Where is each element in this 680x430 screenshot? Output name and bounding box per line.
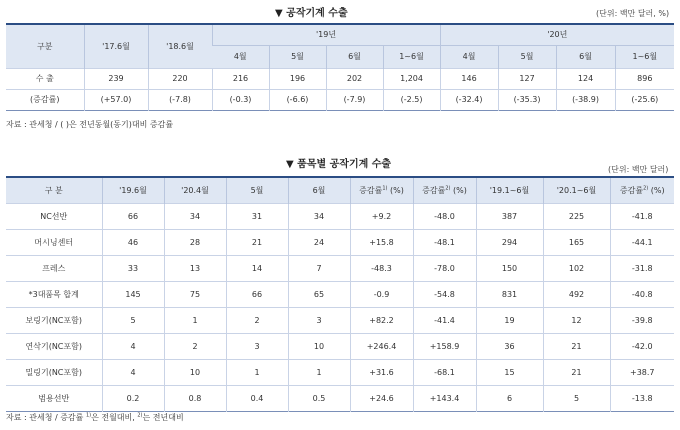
table-cell: -31.8 xyxy=(610,255,674,281)
table-cell: -44.1 xyxy=(610,229,674,255)
header-sub: 5월 xyxy=(269,45,326,68)
header-17-jun: '17.6월 xyxy=(84,24,148,68)
header-sub: 1~6월 xyxy=(383,45,440,68)
table-row xyxy=(6,359,674,385)
table-row xyxy=(6,281,674,307)
table-cell: (-32.4) xyxy=(440,89,498,110)
header-20-jan-jun: '20.1~6월 xyxy=(543,177,610,203)
table-cell: (-6.6) xyxy=(269,89,326,110)
table-cell: 196 xyxy=(269,68,326,89)
table-cell: 124 xyxy=(556,68,615,89)
table-cell: 4 xyxy=(102,333,164,359)
table-cell: 31 xyxy=(226,203,288,229)
table-cell: 3 xyxy=(288,307,350,333)
table-cell: +246.4 xyxy=(350,333,413,359)
table1-source: 자료 : 관세청 / ( )은 전년동월(동기)대비 증감률 xyxy=(6,120,174,129)
table-cell: -13.8 xyxy=(610,385,674,411)
row-label: 프레스 xyxy=(6,255,102,281)
table2-title: ▼ 품목별 공작기계 수출 xyxy=(286,159,392,170)
table-cell: 0.8 xyxy=(164,385,226,411)
table-cell: 66 xyxy=(102,203,164,229)
table-cell: 10 xyxy=(164,359,226,385)
table-cell: 65 xyxy=(288,281,350,307)
table-cell: 24 xyxy=(288,229,350,255)
header-19-jun: '19.6월 xyxy=(102,177,164,203)
header-2020: '20년 xyxy=(440,24,674,45)
header-sub: 5월 xyxy=(498,45,556,68)
table-cell: (-7.9) xyxy=(326,89,383,110)
table-cell: 0.2 xyxy=(102,385,164,411)
table-cell: 36 xyxy=(476,333,543,359)
table2-unit: (단위: 백만 달러) xyxy=(608,165,669,174)
table-cell: 15 xyxy=(476,359,543,385)
table-cell: 202 xyxy=(326,68,383,89)
table-cell: 294 xyxy=(476,229,543,255)
row-label: *3대품목 합계 xyxy=(6,281,102,307)
table-cell: 216 xyxy=(212,68,269,89)
table-cell: -78.0 xyxy=(413,255,476,281)
row-label: 보링기(NC포함) xyxy=(6,307,102,333)
table-cell: -0.9 xyxy=(350,281,413,307)
table-cell: 1 xyxy=(164,307,226,333)
table-cell: 225 xyxy=(543,203,610,229)
row-label: NC선반 xyxy=(6,203,102,229)
header-category: 구분 xyxy=(6,24,84,68)
table-cell: +158.9 xyxy=(413,333,476,359)
table1-unit: (단위: 백만 달러, %) xyxy=(596,9,670,18)
table-cell: 66 xyxy=(226,281,288,307)
table-cell: 0.5 xyxy=(288,385,350,411)
table-cell: 14 xyxy=(226,255,288,281)
table-cell: 6 xyxy=(476,385,543,411)
header-category: 구 분 xyxy=(6,177,102,203)
table-cell: -41.4 xyxy=(413,307,476,333)
table-cell: 19 xyxy=(476,307,543,333)
row-label: 범용선반 xyxy=(6,385,102,411)
table-cell: 28 xyxy=(164,229,226,255)
table-cell: +24.6 xyxy=(350,385,413,411)
table-cell: (-0.3) xyxy=(212,89,269,110)
header-20-apr: '20.4월 xyxy=(164,177,226,203)
table-cell: 0.4 xyxy=(226,385,288,411)
table-cell: 33 xyxy=(102,255,164,281)
table-cell: 831 xyxy=(476,281,543,307)
table-cell: +82.2 xyxy=(350,307,413,333)
table-cell: 12 xyxy=(543,307,610,333)
table-cell: +38.7 xyxy=(610,359,674,385)
table-cell: 1 xyxy=(226,359,288,385)
header-jun: 6월 xyxy=(288,177,350,203)
table-row xyxy=(6,89,674,110)
header-sub: 6월 xyxy=(556,45,615,68)
table-row xyxy=(6,68,674,89)
table-cell: 34 xyxy=(288,203,350,229)
table-cell: 492 xyxy=(543,281,610,307)
table-row xyxy=(6,203,674,229)
table2-source: 자료 : 관세청 / 증감률 $^{1)}$은 전월대비, $^{2)}$는 전년대비 xyxy=(6,412,184,422)
table-cell: (-2.5) xyxy=(383,89,440,110)
table-cell: 2 xyxy=(226,307,288,333)
table-cell: 127 xyxy=(498,68,556,89)
header-change-mom: 증감률$^{1)}$ (%) xyxy=(350,177,413,203)
header-sub: 6월 xyxy=(326,45,383,68)
table-cell: -68.1 xyxy=(413,359,476,385)
export-table xyxy=(6,23,674,111)
table-cell: 1,204 xyxy=(383,68,440,89)
header-sub: 1~6월 xyxy=(615,45,674,68)
header-change-yoy: 증감률$^{2)}$ (%) xyxy=(413,177,476,203)
table-cell: -40.8 xyxy=(610,281,674,307)
table-cell: 165 xyxy=(543,229,610,255)
row-label: 밀링기(NC포함) xyxy=(6,359,102,385)
row-label: 수 출 xyxy=(6,68,84,89)
header-sub: 4월 xyxy=(212,45,269,68)
table-cell: 75 xyxy=(164,281,226,307)
table-row xyxy=(6,385,674,411)
header-19-jan-jun: '19.1~6월 xyxy=(476,177,543,203)
table-cell: -48.1 xyxy=(413,229,476,255)
table-cell: 1 xyxy=(288,359,350,385)
table-row xyxy=(6,229,674,255)
table-cell: -48.0 xyxy=(413,203,476,229)
table-row xyxy=(6,333,674,359)
table-cell: -48.3 xyxy=(350,255,413,281)
table-cell: 387 xyxy=(476,203,543,229)
table-row xyxy=(6,307,674,333)
table-cell: 34 xyxy=(164,203,226,229)
table-row xyxy=(6,255,674,281)
table-cell: 150 xyxy=(476,255,543,281)
header-may: 5월 xyxy=(226,177,288,203)
table-cell: (+57.0) xyxy=(84,89,148,110)
table-cell: 21 xyxy=(543,359,610,385)
table-cell: 220 xyxy=(148,68,212,89)
table-cell: (-25.6) xyxy=(615,89,674,110)
table-cell: -54.8 xyxy=(413,281,476,307)
table-cell: 5 xyxy=(543,385,610,411)
table-cell: 46 xyxy=(102,229,164,255)
item-export-table xyxy=(6,176,674,412)
table-cell: +31.6 xyxy=(350,359,413,385)
row-label: 연삭기(NC포함) xyxy=(6,333,102,359)
table-cell: (-7.8) xyxy=(148,89,212,110)
table-cell: 146 xyxy=(440,68,498,89)
table-cell: 21 xyxy=(226,229,288,255)
table-cell: 21 xyxy=(543,333,610,359)
table-cell: -39.8 xyxy=(610,307,674,333)
header-sub: 4월 xyxy=(440,45,498,68)
header-18-jun: '18.6월 xyxy=(148,24,212,68)
table1-title: ▼ 공작기계 수출 xyxy=(275,8,348,19)
table-cell: -41.8 xyxy=(610,203,674,229)
table-cell: 13 xyxy=(164,255,226,281)
table-cell: 5 xyxy=(102,307,164,333)
table-cell: 896 xyxy=(615,68,674,89)
table-cell: 4 xyxy=(102,359,164,385)
table-cell: +9.2 xyxy=(350,203,413,229)
table-cell: (-35.3) xyxy=(498,89,556,110)
table-cell: +143.4 xyxy=(413,385,476,411)
table-cell: 2 xyxy=(164,333,226,359)
table-cell: (-38.9) xyxy=(556,89,615,110)
table-cell: 3 xyxy=(226,333,288,359)
table-cell: -42.0 xyxy=(610,333,674,359)
table-cell: 145 xyxy=(102,281,164,307)
row-label: 머시닝센터 xyxy=(6,229,102,255)
row-label: (증감률) xyxy=(6,89,84,110)
table-cell: +15.8 xyxy=(350,229,413,255)
table-cell: 7 xyxy=(288,255,350,281)
header-change-ytd: 증감률$^{2)}$ (%) xyxy=(610,177,674,203)
header-2019: '19년 xyxy=(212,24,440,45)
table-cell: 10 xyxy=(288,333,350,359)
table-cell: 102 xyxy=(543,255,610,281)
table-cell: 239 xyxy=(84,68,148,89)
